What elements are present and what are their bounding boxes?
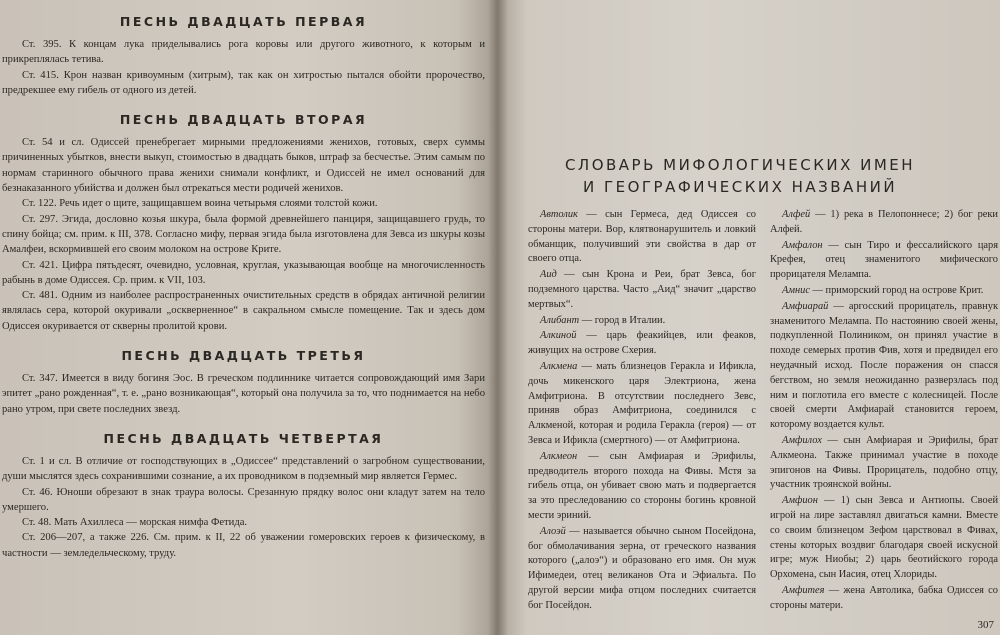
dictionary-entry bbox=[528, 208, 756, 267]
dictionary-entry bbox=[770, 300, 998, 433]
dictionary-entry bbox=[528, 525, 756, 614]
dictionary-entry bbox=[770, 239, 998, 283]
note-paragraph: Ст. 421. Цифра пятьдесят, очевидно, условная, круглая, указывающая вообще на многочисленность рабынь в доме Одиссея. Ср. прим. к VII, 103. bbox=[2, 259, 485, 286]
entry-definition: — сын Тиро и фессалийского царя Крефея, отец знаменитого мифического прорицателя Мелампа. bbox=[770, 239, 998, 281]
entry-definition: — сын Амфиарая и Эрифилы, предводитель второго похода на Фивы. Мстя за гибель отца, он убивает свою мать и подвергается за это преследованию со стороны богинь кровной мести эриний. bbox=[528, 450, 756, 521]
note-paragraph: Ст. 54 и сл. Одиссей пренебрегает мирными предложениями женихов, готовых, сверх суммы причиненных убытков, внести выкуп, стоимостью в двадцать быков, штраф за бесчестье. Этим самым по нормам старинного обычного права женихи снимали конфликт, и Одиссей не имел оснований для безнаказанного убийства и должен был отрекаться мести родичей женихов. bbox=[2, 137, 485, 195]
dictionary-entry bbox=[770, 284, 998, 299]
left-page bbox=[0, 0, 497, 635]
dictionary-column-1 bbox=[528, 208, 756, 635]
dictionary-column-2 bbox=[770, 208, 998, 635]
entry-definition: — сын Гермеса, дед Одиссея со стороны матери. Вор, клятвонарушитель и ловкий обманщик, получивший эти свойства в дар от своего отца. bbox=[528, 209, 756, 265]
section-title: ПЕСНЬ ДВАДЦАТЬ ПЕРВАЯ bbox=[119, 14, 368, 29]
dictionary-entry bbox=[528, 360, 756, 449]
dictionary-title-line-2: И ГЕОГРАФИЧЕСКИХ НАЗВАНИЙ bbox=[582, 178, 898, 196]
entry-headword: Алкмеон bbox=[540, 450, 578, 462]
entry-definition: — царь феакийцев, или феаков, живущих на острове Схерия. bbox=[528, 330, 756, 357]
section-title: ПЕСНЬ ДВАДЦАТЬ ТРЕТЬЯ bbox=[121, 348, 366, 364]
note-paragraph: Ст. 1 и сл. В отличие от господствующих в „Одиссее“ представлений о загробном существовании, души мыслятся здесь сохранившими сознание, а их проводником в подземный мир является Гермес. bbox=[2, 455, 485, 483]
entry-definition: — приморский город на острове Крит. bbox=[809, 284, 984, 296]
entry-definition: — 1) сын Зевса и Антиопы. Своей игрой на лире заставлял двигаться камни. Вместе со своим близнецом Зефом царствовал в Фивах, стены которых воздвиг благодаря своей искусной игре; муж Ниобы; 2) царь беотийского города Орхомена, сын Иасия, отец Хлориды. bbox=[770, 495, 998, 581]
entry-definition: — 1) река в Пелопоннесе; 2) бог реки Алфей. bbox=[770, 209, 998, 235]
entry-headword: Алибант bbox=[540, 314, 580, 326]
note-paragraph: Ст. 481. Одним из наиболее распространенных очистительных средств в обрядах античной религии являлась сера, которой окуривали „оскверненное“ в сакральном смысле помещение. Так и здесь дом Одиссея окуривается от скверны пролитой крови. bbox=[2, 290, 485, 332]
dictionary-entry bbox=[770, 434, 998, 493]
dictionary-title bbox=[520, 154, 960, 198]
note-paragraph: Ст. 347. Имеется в виду богиня Эос. В греческом подлиннике читается сопровождающий имя Зари эпитет „рано рожденная“, т. е. „рано возникающая“, который она получила за то, что поднимается на небо рано утром, при свете последних звезд. bbox=[2, 373, 485, 415]
entry-definition: — называется обычно сыном Посейдона, бог обмолачивания зерна, от греческого названия которого („алоэ“) и образовано его имя. Он муж Ифимедеи, отец великанов Ота и Эфиальта. По другой версии мифа отцом последних считается бог Посейдон. bbox=[528, 525, 756, 611]
dictionary-entry bbox=[528, 314, 756, 329]
dictionary-entry bbox=[528, 268, 756, 312]
note-paragraph: Ст. 297. Эгида, дословно козья шкура, была формой древнейшего панциря, защищавшего грудь, то спину бойца; см. прим. к III, 378. Согласно мифу, первая эгида была изготовлена для Зевса из шкуры козы Амалфеи, вскормившей его своим молоком на острове Крите. bbox=[2, 213, 485, 256]
entry-headword: Амфиарай bbox=[782, 300, 829, 312]
note-paragraph: Ст. 395. К концам лука приделывались рога коровы или другого животного, к которым и прикреплялась тетива. bbox=[2, 39, 485, 66]
dictionary-entry bbox=[770, 584, 998, 614]
entry-headword: Амфалон bbox=[782, 239, 823, 251]
entry-definition: — аргосский прорицатель, правнук знаменитого Мелампа. По настоянию своей жены, подкупленной Полиником, он принял участие в походе семерых против Фив, хотя и предвидел его неудачный исход. После поражения он спасся бегством, но земля неожиданно разверзлась под ним и поглотила его вместе с колесницей. После своей смерти Амфиарай становится героем, которому воздается культ. bbox=[770, 300, 998, 431]
entry-definition: — сын Амфиарая и Эрифилы, брат Алкмеона. Также принимал участие в походе эпигонов на Фивы. Прорицатель, подобно отцу, участник троянской войны. bbox=[770, 434, 998, 491]
entry-headword: Алкмена bbox=[540, 360, 578, 372]
note-paragraph: Ст. 122. Речь идет о щите, защищавшем воина четырьмя слоями толстой кожи. bbox=[22, 198, 378, 210]
dictionary-entry bbox=[770, 494, 998, 583]
entry-headword: Аид bbox=[540, 269, 557, 281]
entry-headword: Амфилох bbox=[782, 434, 822, 446]
book-gutter bbox=[488, 0, 508, 635]
section-23 bbox=[2, 348, 485, 417]
dictionary-entry bbox=[528, 450, 756, 524]
dictionary-columns bbox=[528, 208, 998, 635]
page-number: 307 bbox=[977, 619, 994, 631]
note-paragraph: Ст. 46. Юноши обрезают в знак траура волосы. Срезанную прядку волос они кладут затем на тело умершего. bbox=[2, 486, 485, 513]
section-22 bbox=[2, 112, 485, 334]
section-24 bbox=[2, 431, 485, 561]
dictionary-title-line-1: СЛОВАРЬ МИФОЛОГИЧЕСКИХ ИМЕН bbox=[564, 156, 916, 174]
entry-headword: Амфион bbox=[782, 495, 818, 507]
note-paragraph: Ст. 415. Крон назван кривоумным (хитрым), так как он хитростью пытался обойти пророчество, предрекшее ему гибель от одного из детей. bbox=[2, 69, 485, 96]
entry-headword: Алоэй bbox=[540, 525, 566, 537]
entry-headword: Амфитея bbox=[782, 584, 825, 596]
entry-headword: Алкиной bbox=[540, 330, 577, 342]
note-paragraph: Ст. 48. Мать Ахиллеса — морская нимфа Фетида. bbox=[22, 517, 248, 529]
entry-definition: — сын Крона и Реи, брат Зевса, бог подземного царства. Часто „Аид“ значит „царство мертвых“. bbox=[528, 269, 756, 310]
dictionary-entry bbox=[770, 208, 998, 238]
entry-definition: — мать близнецов Геракла и Ификла, дочь микенского царя Электриона, жена Амфитриона. В отсутствии последнего Зевс, приняв образ Амфитриона, соединился с Алкменой, которая и родила Геракла (героя) — от Зевса и Ификла (смертного) — от Амфитриона. bbox=[528, 360, 756, 446]
dictionary-entry bbox=[528, 329, 756, 359]
section-21 bbox=[2, 14, 485, 98]
entry-definition: — жена Автолика, бабка Одиссея со стороны матери. bbox=[770, 584, 998, 611]
entry-headword: Амнис bbox=[782, 284, 810, 296]
section-title: ПЕСНЬ ДВАДЦАТЬ ВТОРАЯ bbox=[119, 112, 368, 128]
entry-headword: Автолик bbox=[540, 209, 578, 220]
entry-definition: — город в Италии. bbox=[579, 314, 666, 326]
note-paragraph: Ст. 206—207, а также 226. См. прим. к II, 22 об уважении гомеровских героев к физическому, в частности — земледельческому, труду. bbox=[2, 532, 485, 559]
entry-headword: Алфей bbox=[782, 209, 811, 220]
section-title: ПЕСНЬ ДВАДЦАТЬ ЧЕТВЕРТАЯ bbox=[103, 430, 384, 446]
